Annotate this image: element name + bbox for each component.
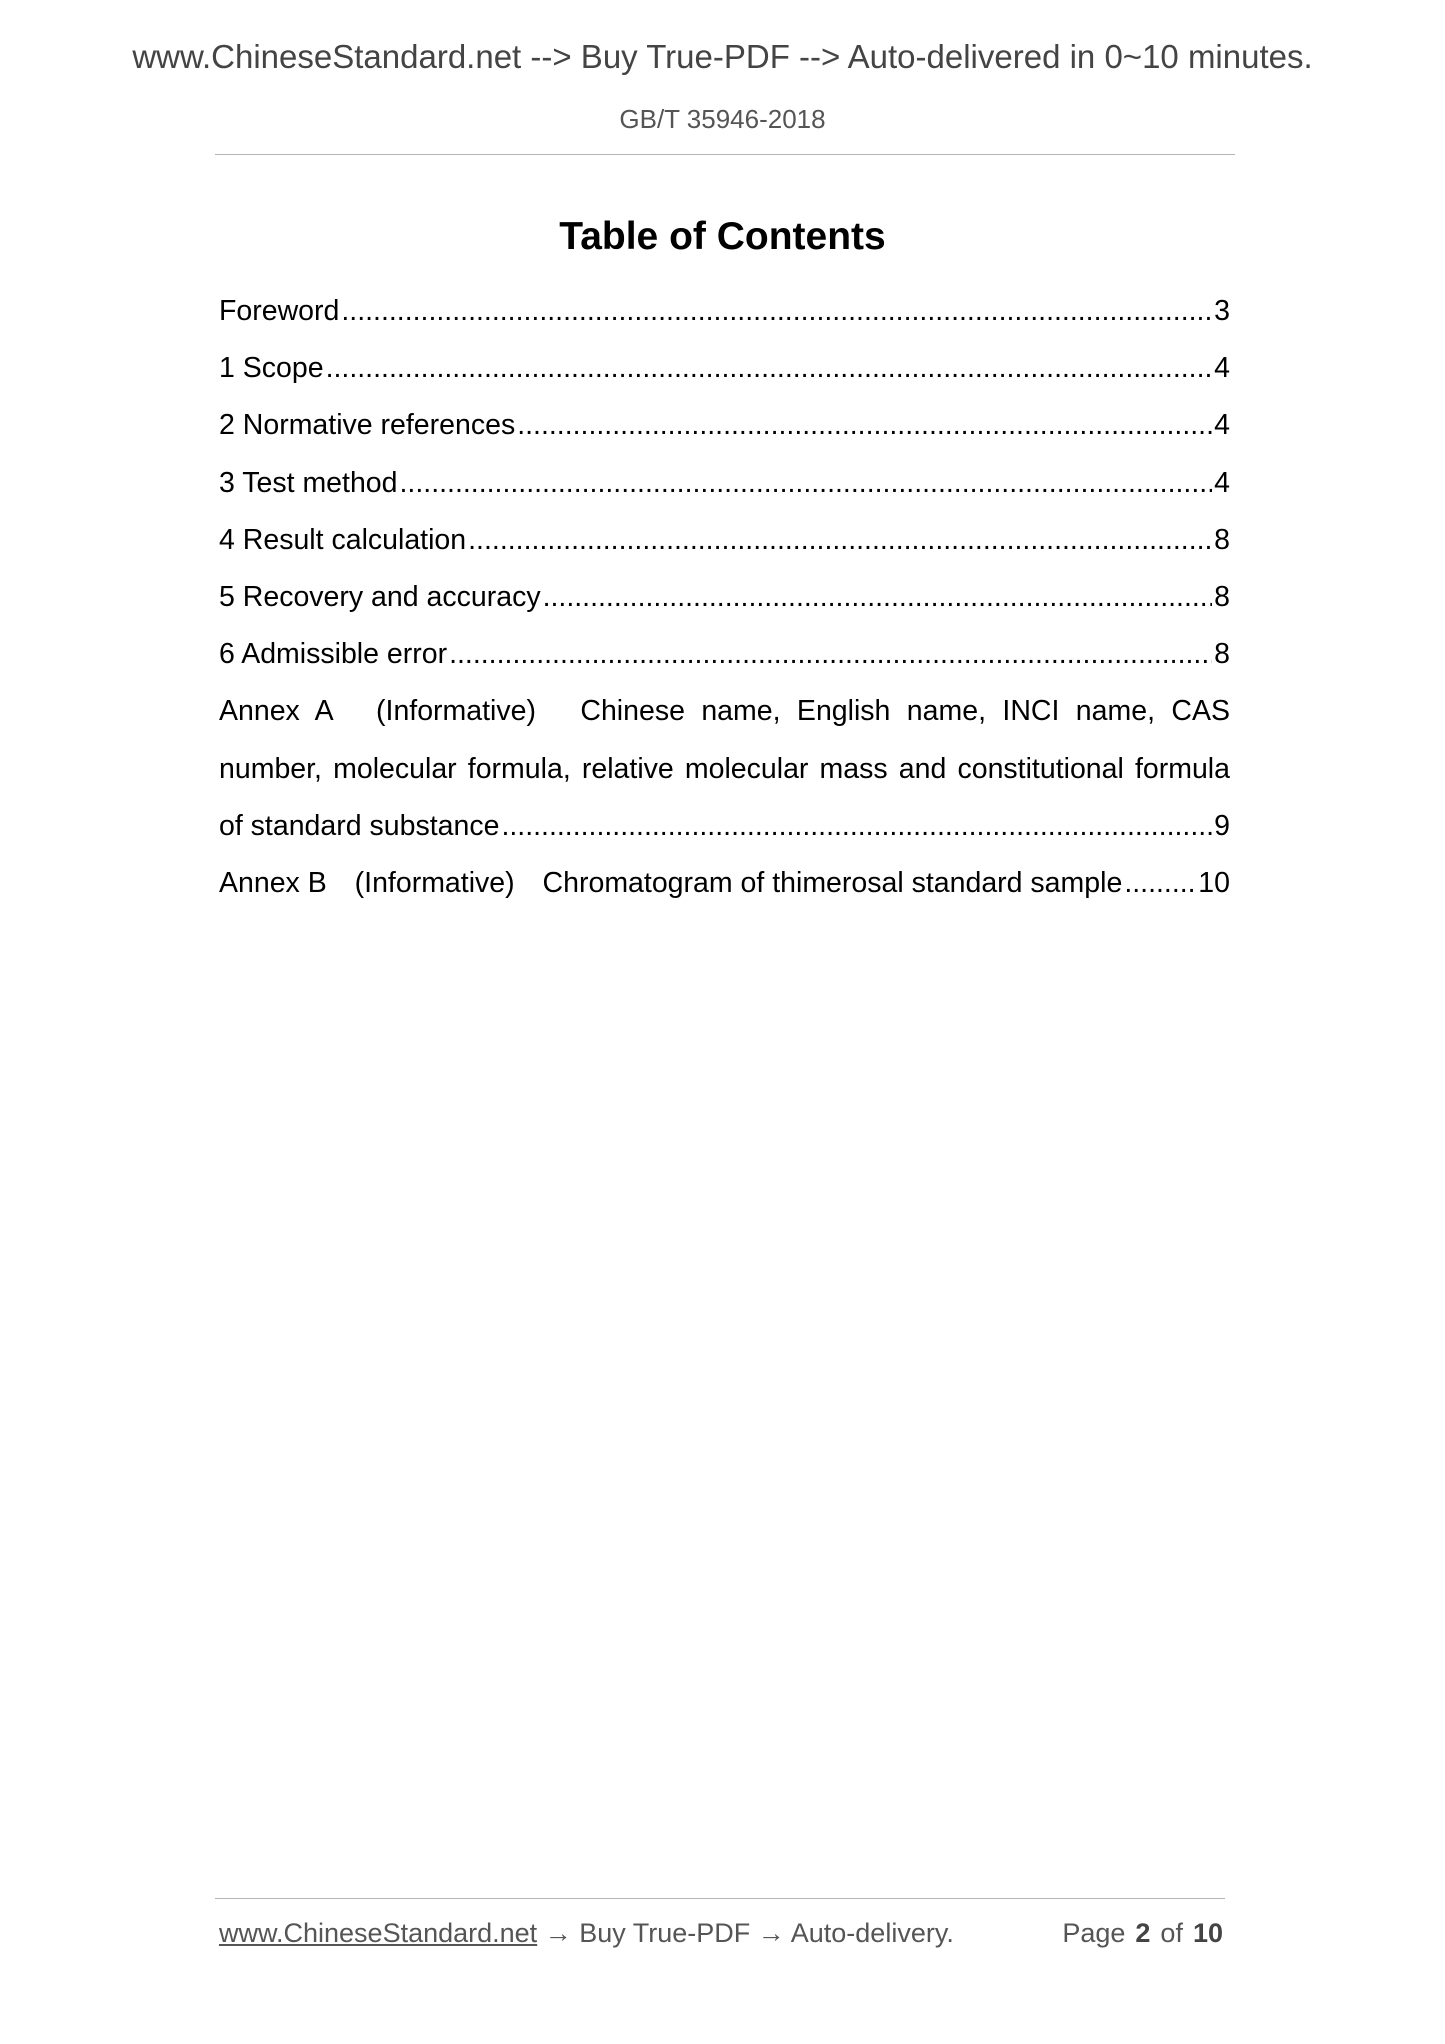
toc-entry-page: 8: [1214, 638, 1230, 671]
toc-entry-label: 6 Admissible error: [219, 638, 448, 671]
toc-leader-dots: [400, 455, 1213, 512]
toc-leader-dots: [517, 397, 1212, 454]
standard-code: GB/T 35946-2018: [619, 104, 826, 134]
toc-leader-dots: [1124, 855, 1196, 912]
toc-entry-page: 10: [1198, 866, 1230, 899]
toc-leader-dots: [326, 340, 1213, 397]
toc-entry-scope[interactable]: [219, 340, 1230, 397]
toc-entry-test-method[interactable]: [219, 455, 1230, 512]
table-of-contents: [219, 283, 1230, 912]
toc-entry-label: 1 Scope: [219, 352, 324, 385]
toc-leader-dots: [449, 626, 1212, 683]
annex-a-title-line-3: of standard substance: [219, 809, 500, 842]
toc-entry-normative-references[interactable]: [219, 397, 1230, 454]
toc-entry-page: 8: [1214, 580, 1230, 613]
of-label: of: [1160, 1918, 1183, 1948]
toc-entry-page: 9: [1214, 809, 1230, 842]
page-label: Page: [1062, 1918, 1126, 1948]
toc-entry-annex-b[interactable]: [219, 855, 1230, 912]
toc-entry-label: 2 Normative references: [219, 409, 516, 442]
page-current: 2: [1135, 1918, 1151, 1948]
toc-entry-foreword[interactable]: [219, 283, 1230, 340]
toc-entry-annex-a[interactable]: [219, 683, 1230, 855]
toc-leader-dots: [468, 512, 1212, 569]
footer-site-link[interactable]: www.ChineseStandard.net: [219, 1918, 538, 1948]
page-indicator: [1062, 1918, 1223, 1949]
annex-b-title: Chromatogram of thimerosal standard sample: [542, 866, 1123, 899]
annex-a-id: Annex A: [219, 695, 334, 728]
toc-leader-dots: [501, 798, 1212, 855]
toc-annex-a-line-3: [219, 798, 1230, 855]
footer-tagline: → Buy True-PDF → Auto-delivery.: [544, 1918, 954, 1948]
toc-entry-label: 5 Recovery and accuracy: [219, 580, 541, 613]
toc-leader-dots: [543, 569, 1213, 626]
toc-entry-label: Foreword: [219, 295, 340, 327]
toc-entry-page: 4: [1214, 409, 1230, 442]
toc-entry-page: 3: [1214, 295, 1230, 327]
toc-leader-dots: [341, 283, 1212, 340]
annex-b-id: Annex B: [219, 866, 327, 899]
toc-annex-a-line-1: [219, 683, 1230, 740]
page-total: 10: [1192, 1918, 1223, 1948]
toc-entry-page: 8: [1214, 523, 1230, 556]
toc-entry-admissible-error[interactable]: [219, 626, 1230, 683]
toc-entry-recovery-accuracy[interactable]: [219, 569, 1230, 626]
toc-entry-result-calculation[interactable]: [219, 512, 1230, 569]
toc-entry-page: 4: [1214, 466, 1230, 499]
toc-title: Table of Contents: [559, 215, 886, 258]
toc-entry-page: 4: [1214, 352, 1230, 385]
annex-b-type: (Informative): [354, 866, 515, 899]
annex-b-label: [219, 855, 1122, 912]
footer-divider: [215, 1898, 1225, 1899]
annex-a-type: (Informative): [376, 695, 536, 728]
header-divider: [215, 154, 1235, 155]
toc-entry-label: 3 Test method: [219, 466, 398, 499]
annex-a-title-line-1: Chinese name, English name, INCI name, CAS: [580, 695, 1230, 728]
top-banner: www.ChineseStandard.net --> Buy True-PDF --> Auto-delivered in 0~10 minutes.: [132, 38, 1313, 75]
toc-annex-a-line-2: [219, 741, 1230, 798]
page-footer: [219, 1918, 1223, 1949]
annex-a-title-line-2: number, molecular formula, relative molecular mass and constitutional formula: [219, 752, 1230, 785]
toc-entry-label: 4 Result calculation: [219, 523, 467, 556]
